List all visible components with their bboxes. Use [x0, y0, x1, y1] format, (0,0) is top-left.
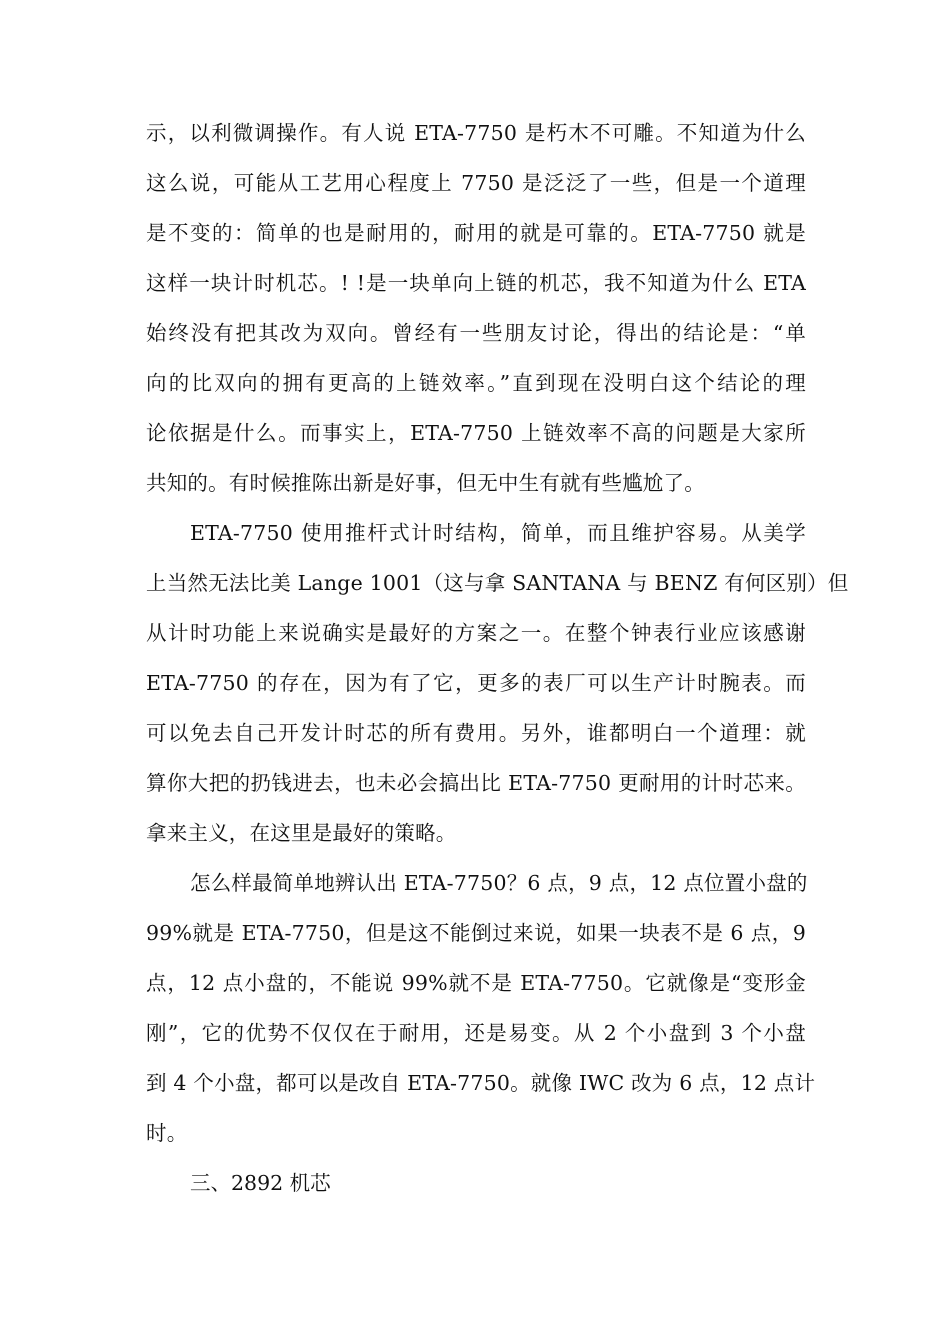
text-line: 始终没有把其改为双向。曾经有一些朋友讨论，得出的结论是：“单	[146, 321, 806, 345]
text-line: 向的比双向的拥有更高的上链效率。”直到现在没明白这个结论的理	[146, 371, 806, 395]
text-line: 怎么样最简单地辨认出 ETA-7750？6 点，9 点，12 点位置小盘的	[190, 871, 808, 895]
text-line: ETA-7750 使用推杆式计时结构，简单，而且维护容易。从美学	[190, 521, 806, 545]
text-line: ETA-7750 的存在，因为有了它，更多的表厂可以生产计时腕表。而	[146, 671, 806, 695]
text-line: 拿来主义，在这里是最好的策略。	[146, 821, 457, 845]
text-line: 算你大把的扔钱进去，也未必会搞出比 ETA-7750 更耐用的计时芯来。	[146, 771, 806, 795]
text-line: 是不变的：简单的也是耐用的，耐用的就是可靠的。ETA-7750 就是	[146, 221, 806, 245]
text-line: 共知的。有时候推陈出新是好事，但无中生有就有些尴尬了。	[146, 471, 705, 495]
text-line: 刚”，它的优势不仅仅在于耐用，还是易变。从 2 个小盘到 3 个小盘	[146, 1021, 806, 1045]
text-line: 99%就是 ETA-7750，但是这不能倒过来说，如果一块表不是 6 点，9	[146, 921, 806, 945]
text-line: 论依据是什么。而事实上，ETA-7750 上链效率不高的问题是大家所	[146, 421, 806, 445]
section-heading: 三、2892 机芯	[190, 1171, 331, 1195]
text-line: 示，以利微调操作。有人说 ETA-7750 是朽木不可雕。不知道为什么	[146, 121, 806, 145]
text-line: 上当然无法比美 Lange 1001（这与拿 SANTANA 与 BENZ 有何区别）但	[146, 571, 849, 595]
text-line: 点，12 点小盘的，不能说 99%就不是 ETA-7750。它就像是“变形金	[146, 971, 806, 995]
text-line: 从计时功能上来说确实是最好的方案之一。在整个钟表行业应该感谢	[146, 621, 806, 645]
text-line: 可以免去自己开发计时芯的所有费用。另外，谁都明白一个道理：就	[146, 721, 806, 745]
text-line: 这样一块计时机芯。! !是一块单向上链的机芯，我不知道为什么 ETA	[146, 271, 806, 295]
text-line: 时。	[146, 1121, 188, 1145]
text-line: 这么说，可能从工艺用心程度上 7750 是泛泛了一些，但是一个道理	[146, 171, 806, 195]
text-line: 到 4 个小盘，都可以是改自 ETA-7750。就像 IWC 改为 6 点，12 点计	[146, 1071, 816, 1095]
